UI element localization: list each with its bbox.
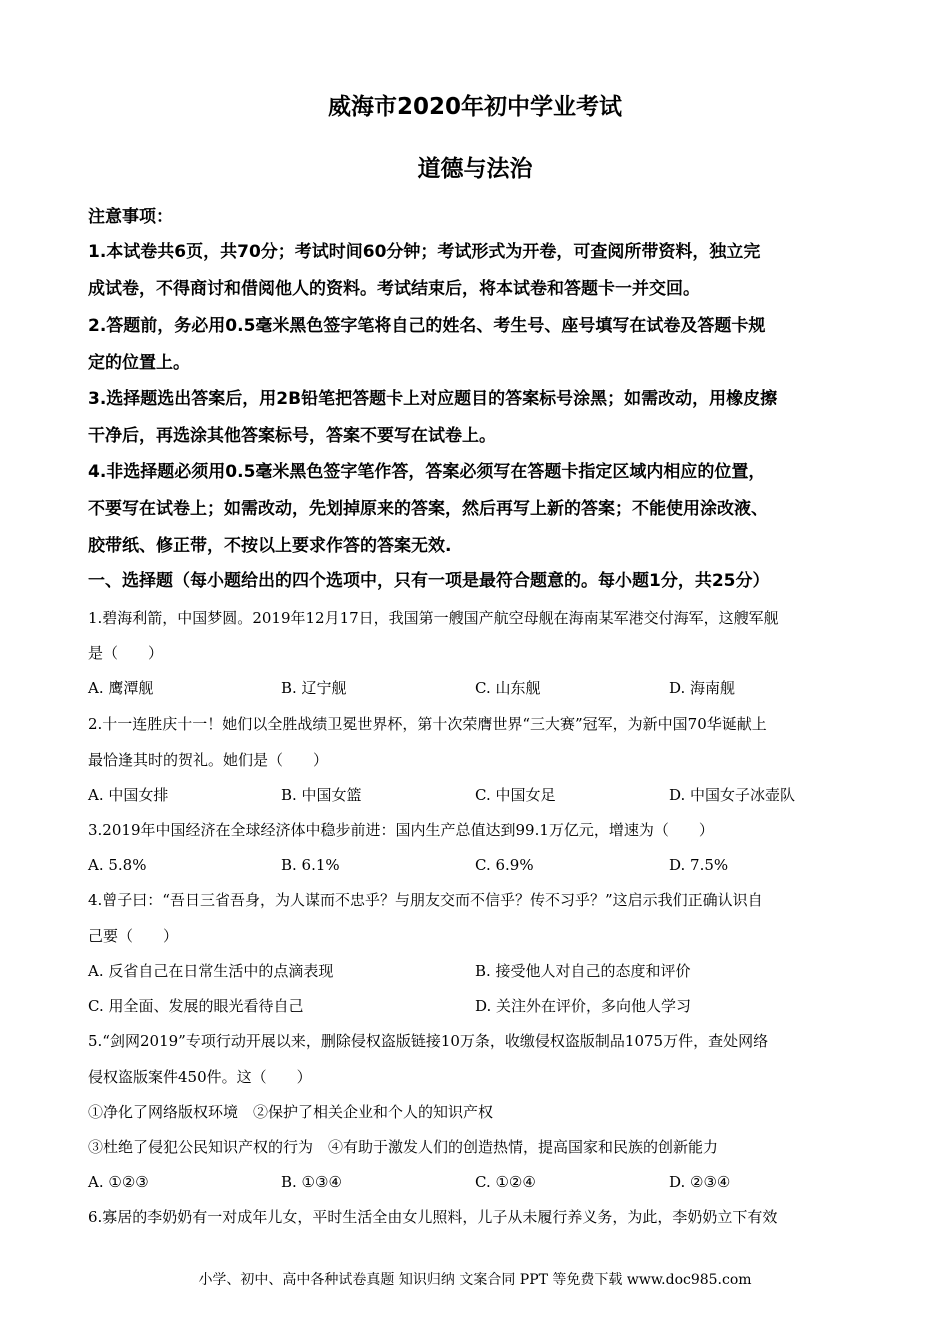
question-text: 最恰逢其时的贺礼。她们是（ ） <box>88 751 329 769</box>
option-c: C. 6.9% <box>475 856 534 874</box>
section-heading: 一、选择题（每小题给出的四个选项中，只有一项是最符合题意的。每小题1分，共25分） <box>88 571 770 591</box>
option-d: D. 关注外在评价，多向他人学习 <box>475 997 692 1015</box>
exam-title: 威海市2020年初中学业考试 <box>327 94 622 120</box>
option-b: B. 中国女篮 <box>281 786 362 804</box>
option-b: B. 辽宁舰 <box>281 679 347 697</box>
option-c: C. 中国女足 <box>475 786 556 804</box>
option-c: C. ①②④ <box>475 1173 536 1191</box>
option-c: C. 用全面、发展的眼光看待自己 <box>88 997 304 1015</box>
notice-line: 成试卷，不得商讨和借阅他人的资料。考试结束后，将本试卷和答题卡一并交回。 <box>88 279 700 299</box>
question-text: 己要（ ） <box>88 927 179 945</box>
exam-subject: 道德与法治 <box>417 156 533 182</box>
option-a: A. 中国女排 <box>88 786 169 804</box>
notice-line: 1.本试卷共6页，共70分；考试时间60分钟；考试形式为开卷，可查阅所带资料，独立完 <box>88 242 761 262</box>
option-b: B. 接受他人对自己的态度和评价 <box>475 962 691 980</box>
notice-line: 2.答题前，务必用0.5毫米黑色签字笔将自己的姓名、考生号、座号填写在试卷及答题卡规 <box>88 316 766 336</box>
notice-heading: 注意事项： <box>88 207 173 227</box>
option-a: A. ①②③ <box>88 1173 149 1191</box>
notice-line: 4.非选择题必须用0.5毫米黑色签字笔作答，答案必须写在答题卡指定区域内相应的位置， <box>88 462 766 482</box>
question-text: 1.碧海利箭，中国梦圆。2019年12月17日，我国第一艘国产航空母舰在海南某军港交付海军，这艘军舰 <box>88 609 779 627</box>
option-a: A. 5.8% <box>88 856 147 874</box>
statement-line: ①净化了网络版权环境 ②保护了相关企业和个人的知识产权 <box>88 1103 494 1121</box>
question-text: 4.曾子曰：“吾日三省吾身，为人谋而不忠乎？与朋友交而不信乎？传不习乎？”这启示我们正确认识自 <box>88 891 763 909</box>
question-text: 2.十一连胜庆十一！她们以全胜战绩卫冕世界杯，第十次荣膺世界“三大赛”冠军，为新中国70华诞献上 <box>88 715 767 733</box>
option-b: B. 6.1% <box>281 856 340 874</box>
notice-line: 不要写在试卷上；如需改动，先划掉原来的答案，然后再写上新的答案；不能使用涂改液、 <box>88 499 768 519</box>
notice-line: 胶带纸、修正带，不按以上要求作答的答案无效. <box>88 536 452 556</box>
question-text: 6.寡居的李奶奶有一对成年儿女，平时生活全由女儿照料，儿子从未履行养义务，为此，李奶奶立下有效 <box>88 1208 778 1226</box>
option-c: C. 山东舰 <box>475 679 541 697</box>
question-text: 侵权盗版案件450件。这（ ） <box>88 1068 312 1086</box>
option-d: D. 7.5% <box>669 856 729 874</box>
option-d: D. 海南舰 <box>669 679 736 697</box>
option-d: D. ②③④ <box>669 1173 731 1191</box>
question-text: 是（ ） <box>88 644 164 662</box>
question-text: 3.2019年中国经济在全球经济体中稳步前进：国内生产总值达到99.1万亿元，增速为（ ） <box>88 821 714 839</box>
option-a: A. 反省自己在日常生活中的点滴表现 <box>88 962 334 980</box>
option-d: D. 中国女子冰壶队 <box>669 786 796 804</box>
notice-line: 3.选择题选出答案后，用2B铅笔把答题卡上对应题目的答案标号涂黑；如需改动，用橡皮擦 <box>88 389 778 409</box>
notice-line: 定的位置上。 <box>88 353 190 373</box>
question-text: 5.“剑网2019”专项行动开展以来，删除侵权盗版链接10万条，收缴侵权盗版制品1075万件，查处网络 <box>88 1032 769 1050</box>
notice-line: 干净后，再选涂其他答案标号，答案不要写在试卷上。 <box>88 426 496 446</box>
option-b: B. ①③④ <box>281 1173 342 1191</box>
statement-line: ③杜绝了侵犯公民知识产权的行为 ④有助于激发人们的创造热情，提高国家和民族的创新能力 <box>88 1138 719 1156</box>
option-a: A. 鹰潭舰 <box>88 679 154 697</box>
page-footer: 小学、初中、高中各种试卷真题 知识归纳 文案合同 PPT 等免费下载 www.doc985.com <box>198 1272 752 1288</box>
